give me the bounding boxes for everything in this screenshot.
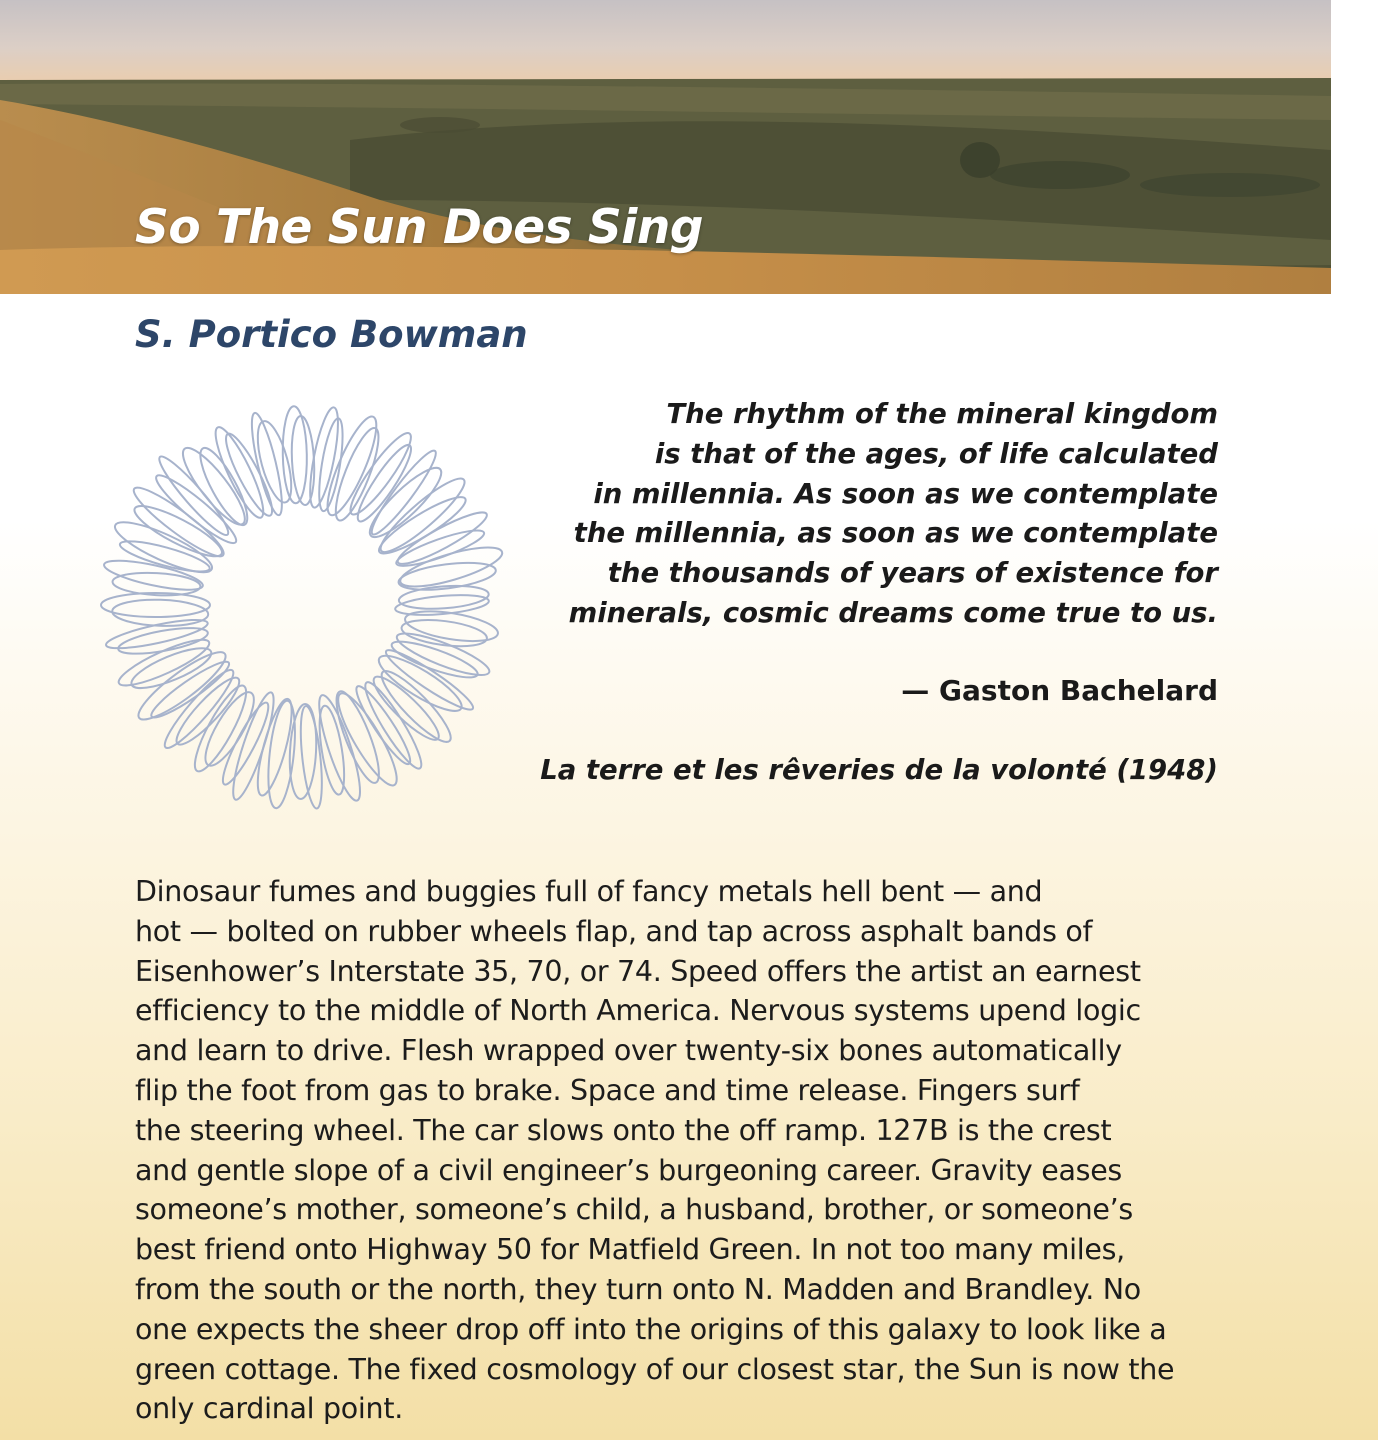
epigraph-line: The rhythm of the mineral kingdom xyxy=(666,398,1218,430)
body-line: and gentle slope of a civil engineer’s burgeoning career. Gravity eases xyxy=(135,1153,1122,1187)
body-line: efficiency to the middle of North America. Nervous systems upend logic xyxy=(135,994,1141,1028)
body-line: only cardinal point. xyxy=(135,1392,403,1426)
body-line: Dinosaur fumes and buggies full of fancy metals hell bent — and xyxy=(135,875,1043,908)
body-line: green cottage. The fixed cosmology of our closest star, the Sun is now the xyxy=(135,1352,1175,1386)
epigraph-attribution: — Gaston Bachelard xyxy=(901,674,1218,707)
body-line: and learn to drive. Flesh wrapped over twenty-six bones automatically xyxy=(135,1034,1122,1068)
epigraph-source: La terre et les rêveries de la volonté (1948) xyxy=(540,754,1218,786)
body-line: best friend onto Highway 50 for Matfield Green. In not too many miles, xyxy=(135,1233,1125,1267)
body-line: from the south or the north, they turn onto N. Madden and Brandley. No xyxy=(135,1272,1141,1306)
page-title: So The Sun Does Sing xyxy=(135,200,703,255)
body-line: the steering wheel. The car slows onto the off ramp. 127B is the crest xyxy=(135,1113,1112,1147)
author-name: S. Portico Bowman xyxy=(135,313,528,356)
header-banner xyxy=(0,0,1331,294)
epigraph-quote xyxy=(540,395,1218,634)
body-line: hot — bolted on rubber wheels flap, and tap across asphalt bands of xyxy=(135,914,1093,948)
epigraph-line: minerals, cosmic dreams come true to us. xyxy=(568,596,1218,629)
body-line: someone’s mother, someone’s child, a husband, brother, or someone’s xyxy=(135,1193,1133,1227)
epigraph-line: the millennia, as soon as we contemplate xyxy=(573,517,1218,550)
epigraph-line: in millennia. As soon as we contemplate xyxy=(593,477,1218,510)
sunflower-ring-icon xyxy=(60,395,540,815)
epigraph-line: the thousands of years of existence for xyxy=(607,557,1218,590)
body-line: Eisenhower’s Interstate 35, 70, or 74. Speed offers the artist an earnest xyxy=(135,954,1141,988)
epigraph-line: is that of the ages, of life calculated xyxy=(654,437,1218,470)
body-paragraph xyxy=(135,872,1255,1429)
body-line: flip the foot from gas to brake. Space and time release. Fingers surf xyxy=(135,1073,1080,1107)
body-line: one expects the sheer drop off into the origins of this galaxy to look like a xyxy=(135,1312,1167,1346)
